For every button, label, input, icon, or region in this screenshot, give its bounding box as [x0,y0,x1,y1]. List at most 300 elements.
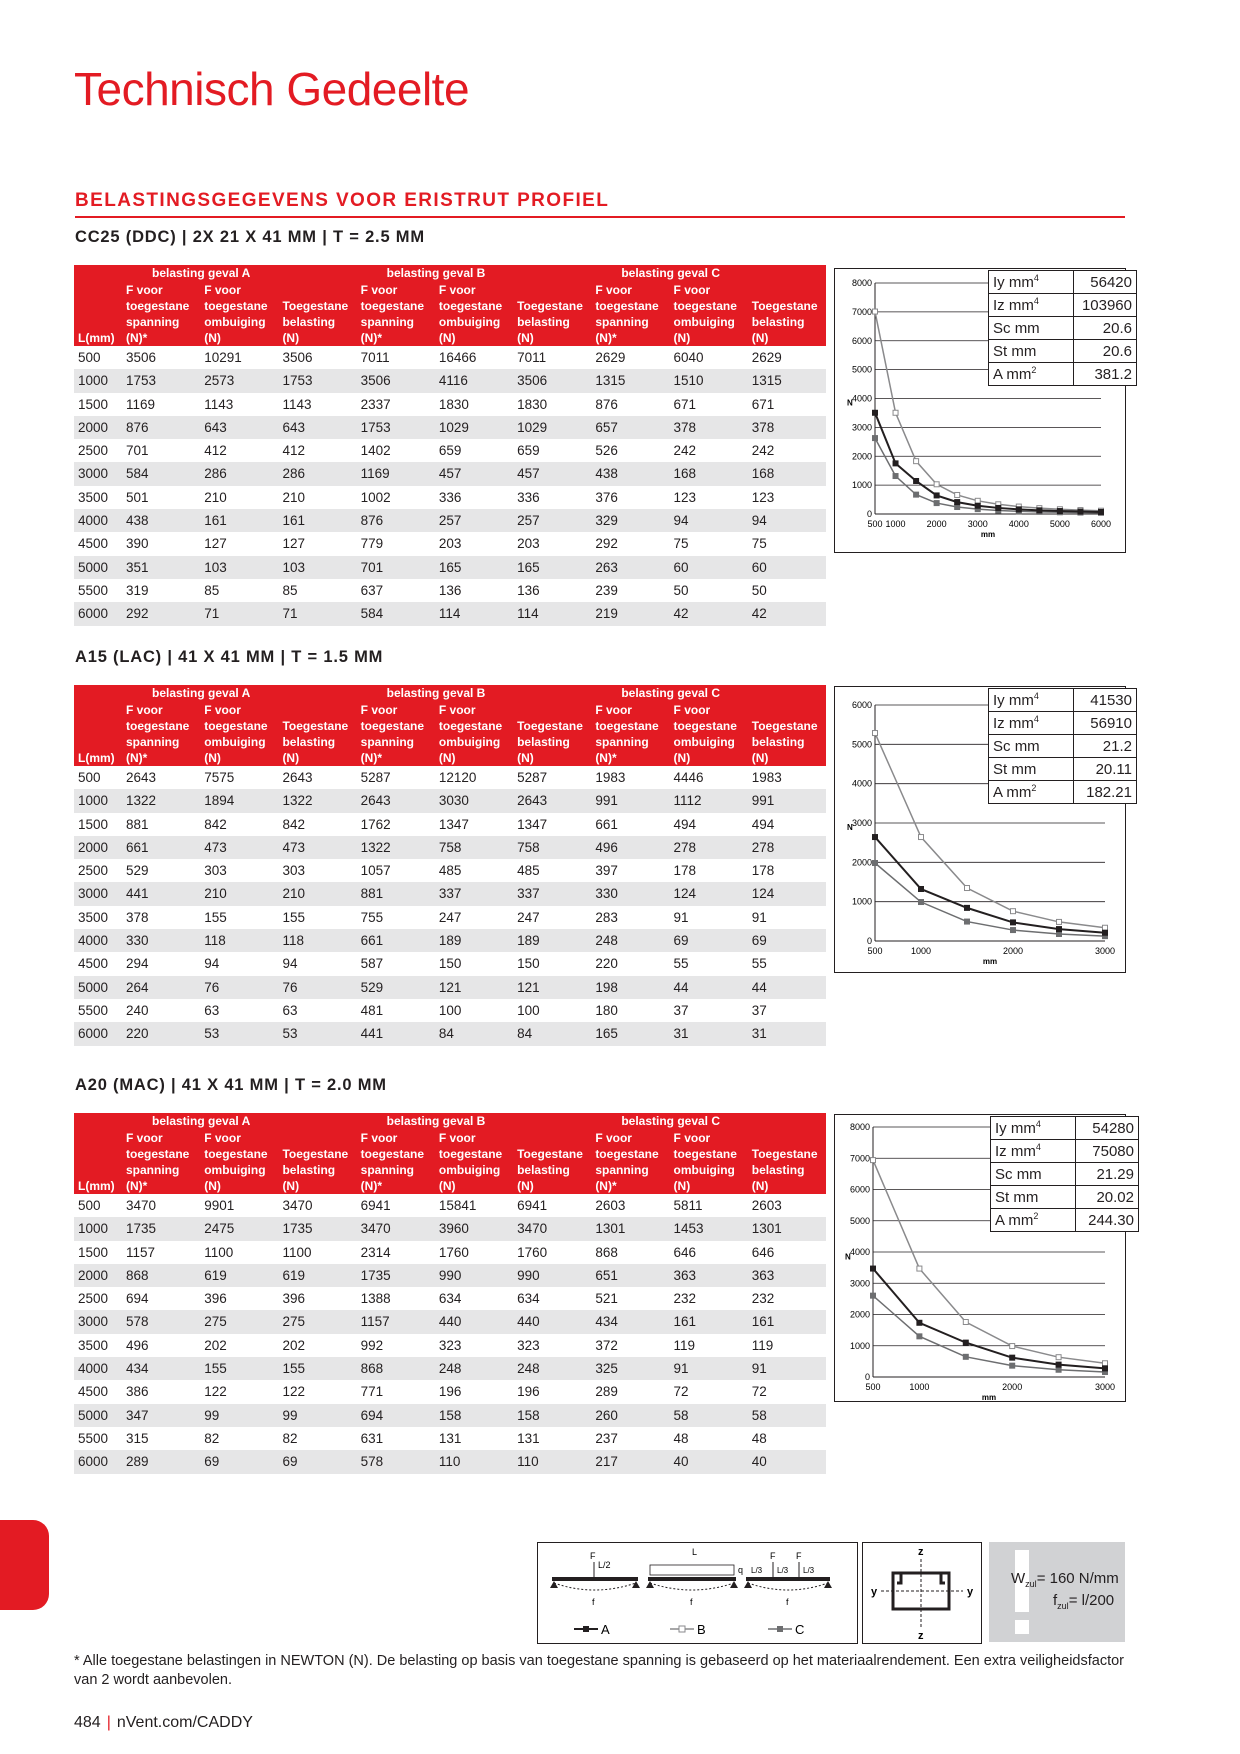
cell-value: 701 [357,556,435,579]
property-key: A $mm^2$ [991,1209,1076,1232]
col-header-spanning: toegestane [357,1146,435,1162]
data-point-b [955,492,960,497]
y-axis-label: N [847,823,853,833]
data-point-c [1010,1363,1015,1368]
case-c-l3-c: L/3 [803,1566,815,1575]
cell-length: 2000 [74,836,122,859]
y-tick-label: 5000 [851,364,872,375]
cell-value: 53 [200,1022,278,1045]
x-tick-label: 1000 [909,1382,930,1392]
load-table [74,265,826,626]
cell-value: 10291 [204,350,242,365]
cell-value: 283 [595,909,618,925]
data-point-a [996,505,1001,510]
y-tick-label: 7000 [851,306,872,317]
col-header-spanning: F voor [122,1130,200,1146]
property-value: 21.29 [1076,1163,1139,1186]
data-point-c [963,1354,968,1359]
cell-value: 237 [595,1430,618,1446]
footnote: * Alle toegestane belastingen in NEWTON (N). De belasting op basis van toegestane spanning is gebaseerd op het materiaalrendement. Een extra veiligheidsfactor van 2 wordt aanbevolen. [74,1653,1124,1688]
case-b-diagram [646,1547,743,1607]
property-row [989,689,1137,712]
cell-value: 587 [360,956,384,972]
table-row [74,1404,826,1427]
col-header-spanning: F voor [591,1130,669,1146]
data-point-a [1103,930,1108,935]
load-case-diagrams [538,1543,857,1643]
cell-value: 651 [591,1264,669,1287]
case-c-beam [746,1577,830,1581]
data-point-a [955,500,960,505]
cell-value: 694 [126,1291,149,1307]
table-row [74,1217,826,1240]
property-row [989,712,1137,735]
cell-value: 1735 [278,1217,356,1240]
cell-value: 1315 [748,369,826,392]
header-spacer [74,265,122,282]
data-point-a [1016,507,1021,512]
table-row [74,789,826,812]
col-header-spanning: toegestane [357,718,435,734]
cell-value: 376 [595,489,618,505]
col-header-spanning: spanning [357,1162,435,1178]
page-number: 484 [74,1714,101,1731]
case-a-diagram [550,1551,640,1607]
col-header-spanning: (N)* [357,750,435,766]
cell-length: 2500 [78,1291,109,1307]
property-value: 56420 [1074,271,1137,294]
cell-value: 1510 [670,369,748,392]
col-header-belasting: belasting [748,1162,826,1178]
cell-value: 2337 [360,396,391,412]
cell-value: 202 [282,1337,305,1353]
cell-value: 3470 [513,1217,591,1240]
col-header-belasting: (N) [278,1178,356,1194]
cell-length: 500 [78,1198,101,1213]
x-axis-label: mm [980,530,996,539]
cell-value: 16466 [438,350,477,365]
data-point-b [1010,1344,1015,1349]
property-key: St mm [989,758,1074,781]
cell-value: 1315 [591,369,669,392]
cell-value: 42 [748,602,826,625]
cell-value: 118 [200,929,278,952]
col-header-ombuiging: ombuiging [435,1162,513,1178]
cell-value: 386 [126,1384,149,1400]
case-a-f-defl: f [592,1597,595,1607]
cell-value: 434 [591,1310,669,1333]
cell-value: 876 [357,509,435,532]
data-point-c [871,1293,876,1298]
case-a-l2-label: L/2 [598,1560,611,1570]
col-header-belasting: belasting [513,734,591,750]
series-line-a [875,837,1105,933]
header-spacer [74,1113,122,1130]
cell-value: 661 [357,929,435,952]
cell-value: 755 [360,909,384,925]
cell-value: 881 [357,882,435,905]
cell-value: 7011 [517,350,547,365]
cell-value: 110 [513,1450,591,1473]
cell-value: 91 [748,1357,826,1380]
col-header-belasting: (N) [748,330,826,346]
data-point-b [917,1266,922,1271]
data-point-c [1011,928,1016,933]
cell-value: 319 [126,582,149,598]
cell-value: 1894 [200,789,278,812]
cell-value: 634 [517,1291,540,1307]
cell-value: 94 [204,956,220,972]
table-row [74,393,826,416]
table-row [74,1357,826,1380]
col-header-ombuiging: ombuiging [435,314,513,330]
y-tick-label: 0 [866,509,872,519]
cell-value: 42 [670,602,748,625]
y-tick-label: 3000 [849,1278,870,1289]
cell-value: 110 [435,1450,513,1473]
cell-value: 69 [748,929,826,952]
cell-value: 178 [673,863,697,879]
property-row [991,1117,1139,1140]
cell-length: 4500 [78,536,109,552]
cell-value: 363 [748,1264,826,1287]
y-tick-label: 5000 [849,1215,870,1226]
cell-value: 2629 [751,350,782,365]
cell-value: 124 [670,882,748,905]
cell-value: 292 [122,602,200,625]
table-row [74,999,826,1022]
col-header-belasting: Toegestane [513,718,591,734]
cell-value: 161 [278,509,356,532]
cell-value: 991 [591,789,669,812]
cell-value: 661 [595,816,618,832]
col-header-spanning: toegestane [591,718,669,734]
cell-value: 114 [435,602,513,625]
side-tab [0,1520,49,1610]
data-point-b [1056,1355,1061,1360]
header-spacer [74,298,122,314]
cell-value: 578 [357,1450,435,1473]
property-row [991,1186,1139,1209]
case-b-q-label: q [738,1565,744,1575]
cell-value: 661 [122,836,200,859]
cell-length: 1500 [78,396,109,412]
cell-value: 1760 [517,1244,548,1260]
table-row [74,602,826,625]
cell-value: 2603 [751,1198,782,1213]
cell-value: 881 [126,816,149,832]
group-header: belasting geval C [591,1113,826,1130]
cell-value: 2643 [126,770,157,785]
cell-value: 75 [673,536,689,552]
data-point-a [873,835,878,840]
y-tick-label: 6000 [849,1184,870,1195]
cell-value: 210 [200,882,278,905]
axis-y-left: y [871,1586,878,1598]
col-header-belasting [513,282,591,298]
data-point-c [1056,1367,1061,1372]
cell-value: 127 [204,536,227,552]
cell-value: 1830 [517,396,548,412]
cell-length: 6000 [74,1022,122,1045]
cell-value: 347 [122,1404,200,1427]
cell-value: 329 [591,509,669,532]
data-point-b [963,1320,968,1325]
cell-value: 103 [278,556,356,579]
cell-value: 165 [513,556,591,579]
data-point-c [965,919,970,924]
col-header-ombuiging: (N) [200,750,278,766]
cell-value: 868 [122,1264,200,1287]
col-header-belasting [278,282,356,298]
table-row [74,1450,826,1473]
cell-value: 136 [438,582,462,598]
page-title: Technisch Gedeelte [74,63,470,115]
group-header: belasting geval B [357,685,592,702]
table-row [74,929,826,952]
cell-value: 412 [282,443,305,459]
cell-length: 5000 [74,976,122,999]
cell-length: 1000 [74,789,122,812]
y-tick-label: 4000 [851,778,872,789]
cell-value: 114 [513,602,591,625]
cell-value: 5811 [673,1198,703,1213]
col-header-ombuiging: (N) [435,330,513,346]
cell-value: 325 [591,1357,669,1380]
y-tick-label: 1000 [849,1340,870,1351]
header-spacer [74,685,122,702]
data-point-c [934,501,939,506]
cell-value: 100 [438,1002,462,1018]
cell-value: 12120 [438,770,477,785]
cell-value: 323 [517,1337,540,1353]
x-tick-label: 4000 [1008,519,1029,529]
cell-value: 91 [673,909,689,925]
cell-value: 4116 [435,369,513,392]
col-header-belasting: belasting [278,734,356,750]
cell-value: 473 [278,836,356,859]
table-row [74,906,826,929]
cell-value: 1735 [357,1264,435,1287]
col-header-belasting: Toegestane [748,298,826,314]
cell-value: 671 [751,396,775,412]
col-header-spanning: spanning [122,1162,200,1178]
cell-value: 4446 [673,770,704,785]
cell-value: 991 [748,789,826,812]
col-header-spanning: F voor [357,1130,435,1146]
cell-value: 412 [204,443,227,459]
property-row [989,363,1137,386]
cell-value: 118 [278,929,356,952]
col-header-length: L(mm) [74,750,122,766]
table-row [74,882,826,905]
cell-value: 779 [360,536,384,552]
cell-value: 2475 [200,1217,278,1240]
property-row [991,1140,1139,1163]
property-key: St mm [991,1186,1076,1209]
cell-value: 75 [751,536,767,552]
y-tick-label: 2000 [851,857,872,868]
x-tick-label: 500 [867,519,883,529]
cell-value: 1347 [517,816,548,832]
cell-value: 63 [282,1002,298,1018]
data-point-c [873,436,878,441]
cell-value: 521 [595,1291,618,1307]
section-properties [988,688,1137,804]
cell-value: 165 [591,1022,669,1045]
x-tick-label: 6000 [1090,519,1112,529]
col-header-belasting [748,1130,826,1146]
cell-value: 158 [435,1404,513,1427]
cell-value: 294 [126,956,149,972]
cell-length: 4000 [74,509,122,532]
data-point-b [873,731,878,736]
y-tick-label: 2000 [851,451,872,462]
col-header-ombuiging: (N) [200,330,278,346]
cell-value: 1322 [357,836,435,859]
col-header-spanning: spanning [591,314,669,330]
legend-key-a [574,1622,610,1637]
col-header-ombuiging: F voor [200,1130,278,1146]
cell-value: 1388 [360,1291,391,1307]
case-b-deflection [650,1583,734,1590]
col-header-spanning: F voor [122,282,200,298]
cell-value: 3960 [435,1217,513,1240]
col-header-spanning: toegestane [591,1146,669,1162]
data-point-c [873,861,878,866]
property-value: 41530 [1074,689,1137,712]
cell-value: 657 [591,416,669,439]
cell-value: 378 [670,416,748,439]
section-subtitle: CC25 (DDC) | 2X 21 X 41 MM | T = 2.5 MM [75,228,425,246]
design-note [989,1542,1125,1642]
cell-value: 55 [673,956,689,972]
col-header-spanning: spanning [357,314,435,330]
cell-value: 1157 [357,1310,435,1333]
case-a-f-label: F [590,1551,596,1561]
section-subtitle: A20 (MAC) | 41 X 41 MM | T = 2.0 MM [75,1076,387,1094]
cell-value: 619 [200,1264,278,1287]
table-row [74,1310,826,1333]
y-tick-label: 1000 [851,896,872,907]
col-header-ombuiging: ombuiging [670,314,748,330]
data-point-b [975,498,980,503]
col-header-belasting: Toegestane [278,1146,356,1162]
data-point-b [873,309,878,314]
section-properties [988,270,1137,386]
cell-value: 242 [751,443,775,459]
col-header-ombuiging: (N) [435,750,513,766]
cell-length: 2500 [78,443,109,459]
cell-value: 289 [595,1384,618,1400]
case-c-l3-a: L/3 [751,1566,763,1575]
cell-value: 161 [748,1310,826,1333]
property-key: Iy $mm^4$ [991,1117,1076,1140]
cell-value: 1029 [435,416,513,439]
table-row [74,532,826,555]
cell-value: 99 [200,1404,278,1427]
page-footer [74,1714,253,1732]
group-header: belasting geval A [122,685,357,702]
cell-value: 457 [513,462,591,485]
cell-value: 1112 [670,789,748,812]
x-tick-label: 2000 [1002,1382,1023,1392]
cell-value: 1143 [204,396,234,412]
cell-value: 168 [748,462,826,485]
cell-value: 868 [357,1357,435,1380]
cell-value: 303 [282,863,305,879]
col-header-ombuiging: (N) [435,1178,513,1194]
cell-value: 263 [591,556,669,579]
col-header-belasting: (N) [513,330,591,346]
table-row [74,369,826,392]
cell-value: 63 [204,1002,220,1018]
col-header-belasting: belasting [513,1162,591,1178]
cell-value: 286 [278,462,356,485]
cell-value: 121 [513,976,591,999]
cell-value: 363 [670,1264,748,1287]
cell-value: 6941 [517,1198,548,1213]
cell-value: 91 [751,909,767,925]
data-point-b [919,835,924,840]
col-header-belasting [278,702,356,718]
cell-value: 584 [357,602,435,625]
cell-value: 2314 [360,1244,391,1260]
cell-value: 123 [751,489,775,505]
case-b-f-defl: f [690,1597,693,1607]
cell-value: 529 [357,976,435,999]
property-row [991,1163,1139,1186]
data-point-c [955,505,960,510]
x-axis-label: mm [981,1393,997,1401]
table-row [74,766,826,789]
footer-site-link[interactable]: nVent.com/CADDY [116,1714,253,1731]
x-tick-label: 3000 [967,519,988,529]
cell-length: 3500 [78,909,109,925]
table-row [74,859,826,882]
cell-value: 441 [122,882,200,905]
col-header-ombuiging: toegestane [435,1146,513,1162]
w-zul-line: $W_{zul}= 160$ N/mm [1011,1570,1119,1589]
cell-value: 3470 [126,1198,157,1213]
data-point-a [1011,920,1016,925]
y-tick-label: 2000 [849,1309,870,1320]
header-spacer [74,718,122,734]
cell-value: 1322 [278,789,356,812]
cell-value: 189 [513,929,591,952]
cell-value: 315 [126,1430,149,1446]
cell-value: 203 [517,536,540,552]
case-c-f2-label: F [796,1551,802,1561]
col-header-ombuiging: F voor [670,1130,748,1146]
group-header: belasting geval B [357,1113,592,1130]
cell-value: 1760 [438,1244,469,1260]
y-tick-label: 3000 [851,422,872,433]
col-header-spanning: F voor [357,702,435,718]
cell-value: 94 [670,509,748,532]
y-tick-label: 0 [866,936,872,946]
cell-value: 257 [435,509,513,532]
cell-value: 82 [282,1430,298,1446]
col-header-belasting [513,702,591,718]
section-heading: BELASTINGSGEGEVENS VOOR ERISTRUT PROFIEL [75,190,610,211]
cell-value: 2629 [595,350,626,365]
cell-value: 275 [278,1310,356,1333]
cell-value: 397 [595,863,618,879]
cell-value: 842 [282,816,305,832]
data-point-b [934,482,939,487]
col-header-belasting: Toegestane [513,1146,591,1162]
